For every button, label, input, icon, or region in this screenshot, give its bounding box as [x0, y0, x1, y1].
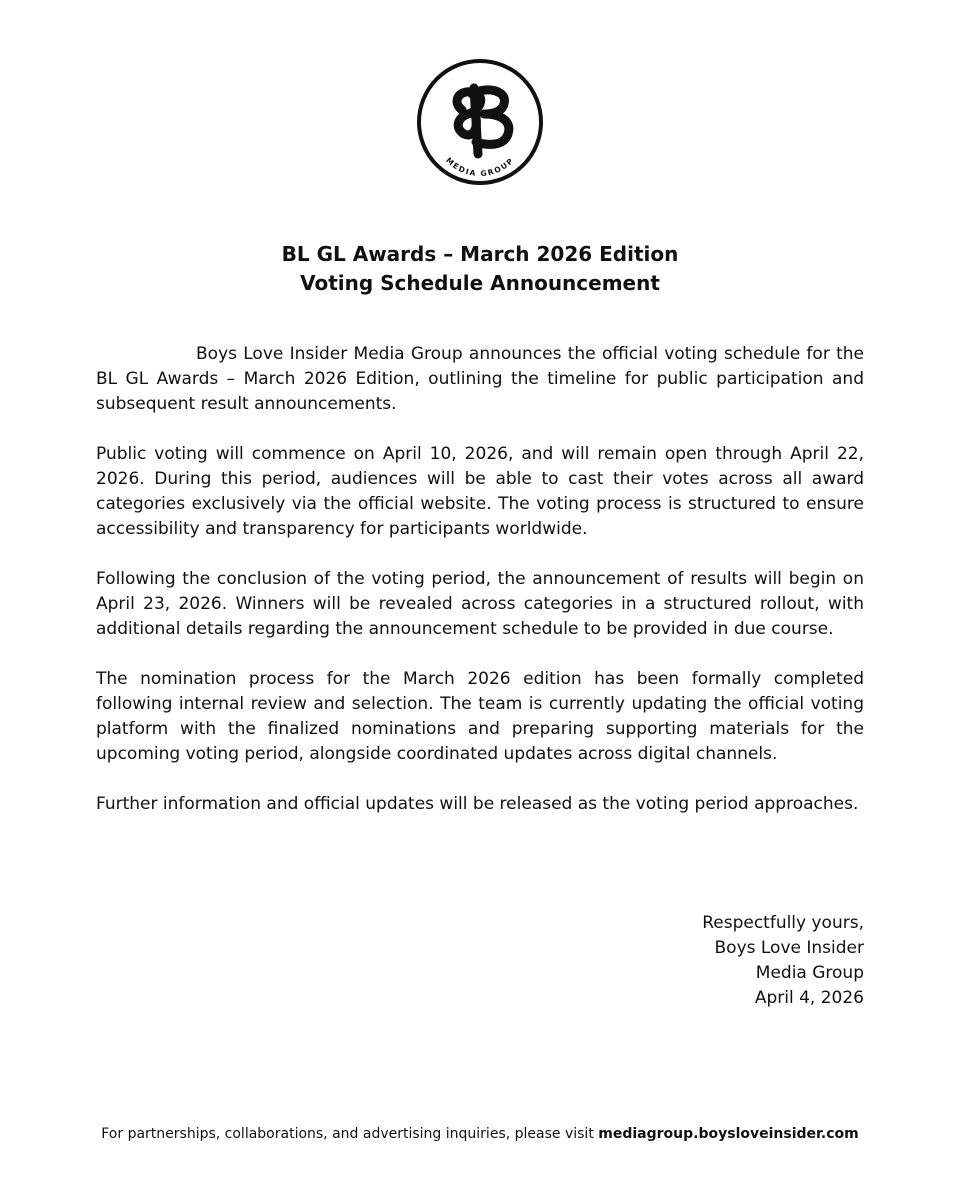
signoff-date: April 4, 2026 — [754, 988, 864, 1008]
title-line-1: BL GL Awards – March 2026 Edition — [281, 242, 679, 266]
body-paragraph-2: Public voting will commence on April 10, 2026, and will remain open through April 22, 2026. During this period, audiences will be able to cast their votes across all award categories exclusively via the official website. The voting process is structured to ensure accessibility and transparency for participants worldwide. — [96, 444, 864, 539]
signature-block — [702, 911, 864, 1011]
signoff-org-line-2: Media Group — [755, 963, 864, 983]
title-line-2: Voting Schedule Announcement — [300, 271, 660, 295]
body-paragraph-3: Following the conclusion of the voting period, the announcement of results will begin on April 23, 2026. Winners will be revealed across categories in a structured rollout, with additional details regarding the announcement schedule to be provided in due course. — [96, 569, 864, 639]
footer — [0, 1124, 960, 1144]
body-paragraph-1: Boys Love Insider Media Group announces the official voting schedule for the BL GL Awards – March 2026 Edition, outlining the timeline for public participation and subsequent result announcements. — [96, 344, 864, 414]
footer-website-link[interactable]: mediagroup.boysloveinsider.com — [598, 1126, 859, 1142]
signoff-org-line-1: Boys Love Insider — [714, 938, 864, 958]
signoff-closing: Respectfully yours, — [702, 913, 864, 933]
logo-mark-icon — [412, 58, 548, 194]
footer-text: For partnerships, collaborations, and advertising inquiries, please visit — [101, 1126, 594, 1142]
media-group-logo — [412, 58, 548, 194]
svg-text:MEDIA GROUP — [444, 156, 516, 179]
body-paragraph-5: Further information and official updates will be released as the voting period approaches. — [96, 794, 859, 814]
announcement-title — [0, 240, 960, 298]
body-paragraph-4: The nomination process for the March 2026 edition has been formally completed following internal review and selection. The team is currently updating the official voting platform with the finalized nominations and preparing supporting materials for the upcoming voting period, alongside coordinated updates across digital channels. — [96, 669, 864, 764]
logo-ring-text: MEDIA GROUP — [444, 155, 516, 179]
announcement-body — [96, 342, 864, 842]
